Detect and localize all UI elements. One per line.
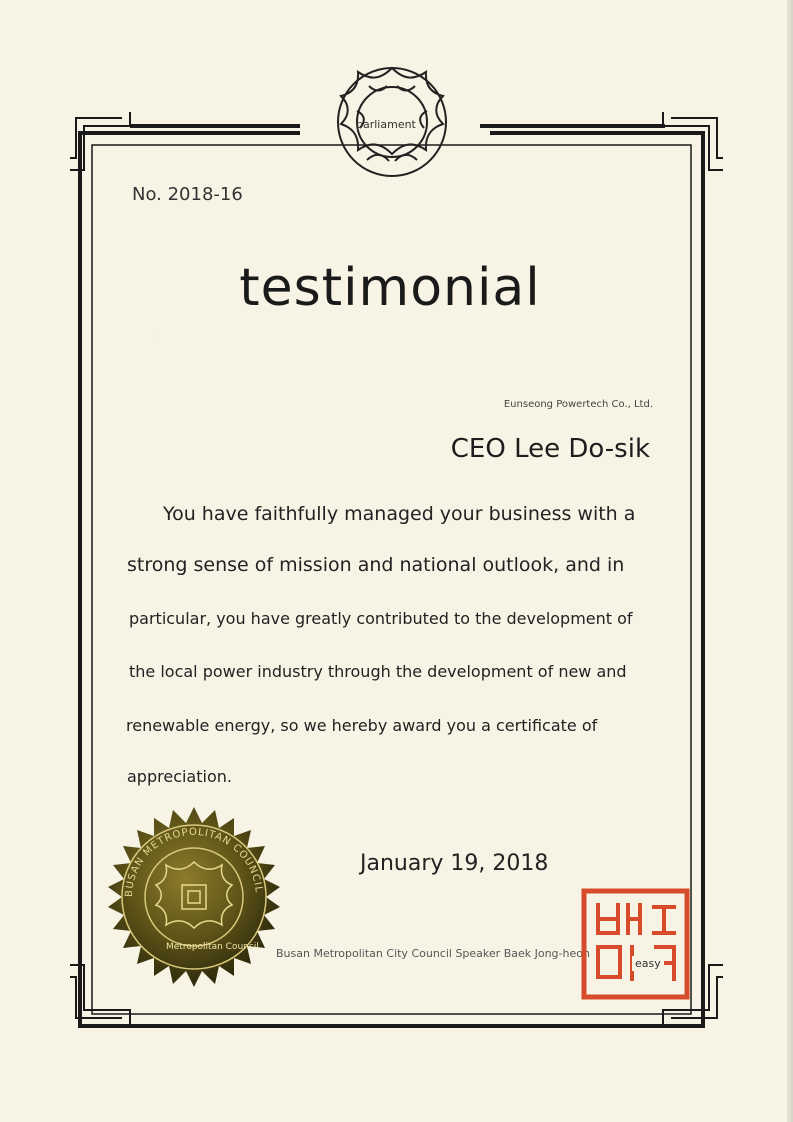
- official-red-stamp: [578, 885, 693, 1003]
- company-name: Eunseong Powertech Co., Ltd.: [503, 399, 653, 410]
- certificate-title: testimonial: [239, 258, 541, 318]
- certificate-number: No. 2018-16: [132, 184, 243, 205]
- issuer-name: Busan Metropolitan City Council Speaker Baek Jong-heon: [276, 947, 590, 960]
- body-line-2: strong sense of mission and national outlook, and in: [127, 554, 625, 576]
- gold-seal: [102, 805, 286, 989]
- body-line-5: renewable energy, so we hereby award you a certificate of: [126, 716, 598, 735]
- body-line-6: appreciation.: [127, 767, 232, 786]
- gold-seal-ring-text: BUSAN METROPOLITAN COUNCIL: [123, 826, 264, 898]
- body-line-4: the local power industry through the development of new and: [129, 662, 627, 681]
- award-date: January 19, 2018: [360, 851, 549, 876]
- stamp-label: easy: [632, 956, 664, 971]
- gold-seal-label: Metropolitan Council: [166, 942, 259, 952]
- body-line-1: You have faithfully managed your business with a: [163, 503, 636, 525]
- emblem-label: parliament: [356, 118, 416, 131]
- recipient-name: CEO Lee Do-sik: [450, 434, 650, 464]
- body-line-3: particular, you have greatly contributed to the development of: [129, 609, 633, 628]
